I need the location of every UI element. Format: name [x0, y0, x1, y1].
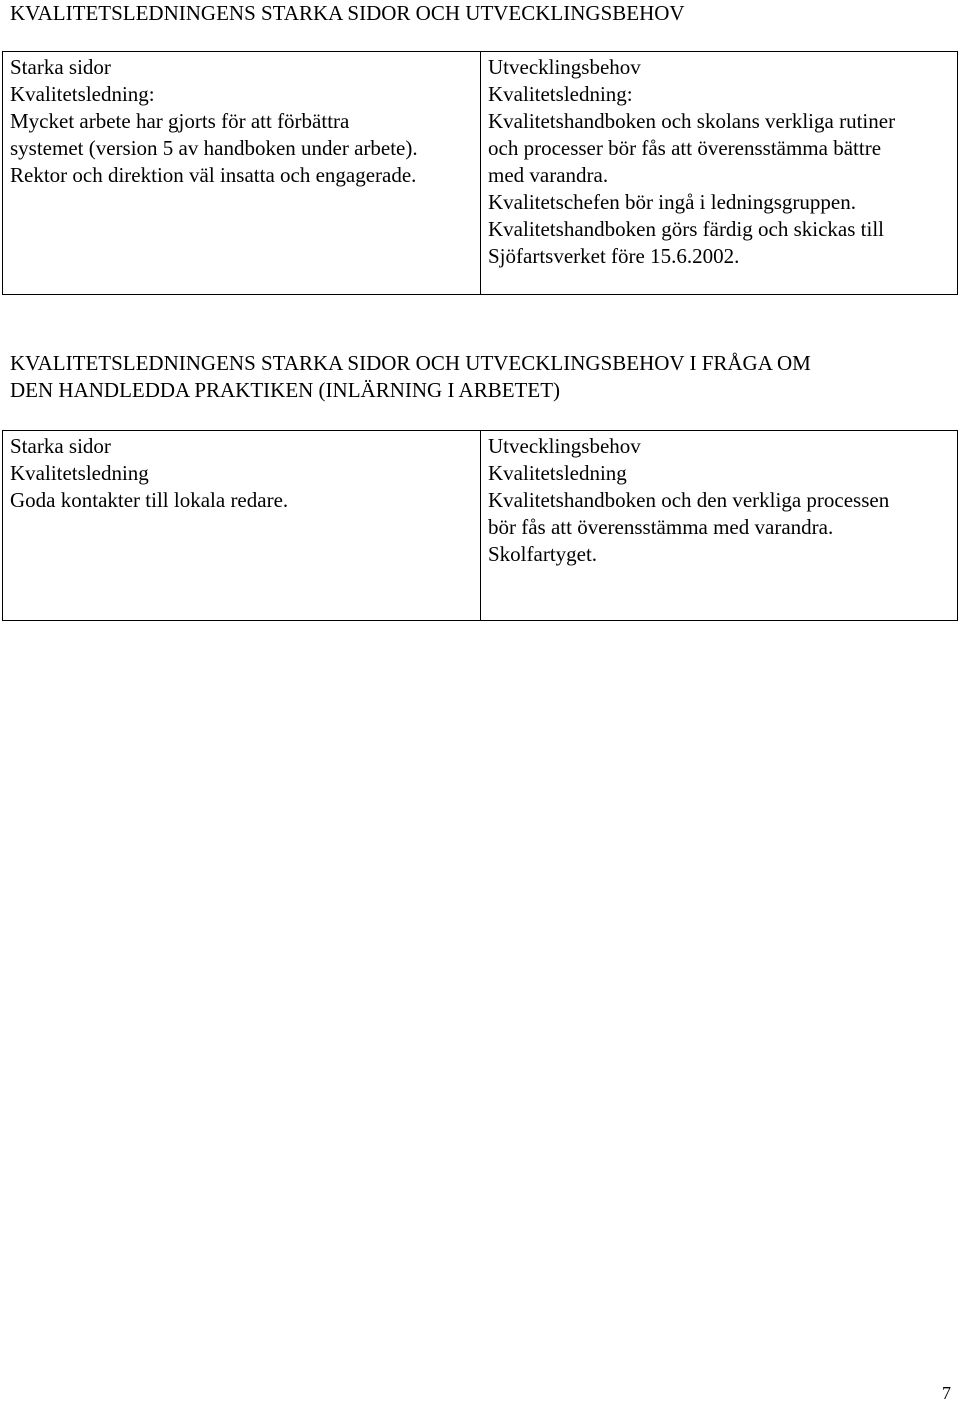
needs-subtitle: Kvalitetsledning	[488, 461, 627, 485]
strengths-text-line: Rektor och direktion väl insatta och engagerade.	[10, 163, 417, 187]
section-1-table	[2, 51, 958, 295]
needs-text-line: Sjöfartsverket före 15.6.2002.	[488, 244, 740, 268]
needs-text-line: med varandra.	[488, 163, 609, 187]
section-2-table	[2, 430, 958, 621]
needs-text-line: Kvalitetshandboken görs färdig och skickas till	[488, 217, 884, 241]
page-number: 7	[942, 1383, 951, 1403]
needs-text-line: och processer bör fås att överensstämma bättre	[488, 136, 882, 160]
needs-text-line: bör fås att överensstämma med varandra.	[488, 515, 834, 539]
section-2-heading-line: DEN HANDLEDDA PRAKTIKEN (INLÄRNING I ARBETET)	[10, 378, 561, 402]
section-2-heading-line: KVALITETSLEDNINGENS STARKA SIDOR OCH UTVECKLINGSBEHOV I FRÅGA OM	[10, 351, 811, 375]
strengths-text-line: Mycket arbete har gjorts för att förbättra	[10, 109, 350, 133]
strengths-subtitle: Kvalitetsledning:	[10, 82, 155, 106]
strengths-subtitle: Kvalitetsledning	[10, 461, 149, 485]
section-2-strengths-cell	[3, 431, 481, 620]
strengths-title: Starka sidor	[10, 55, 111, 79]
strengths-text-line: Goda kontakter till lokala redare.	[10, 488, 289, 512]
needs-text-line: Kvalitetshandboken och den verkliga processen	[488, 488, 890, 512]
section-1-strengths-cell	[3, 52, 481, 294]
section-1-heading: KVALITETSLEDNINGENS STARKA SIDOR OCH UTVECKLINGSBEHOV	[10, 1, 685, 25]
needs-title: Utvecklingsbehov	[488, 434, 641, 458]
needs-text-line: Kvalitetschefen bör ingå i ledningsgruppen.	[488, 190, 856, 214]
section-2-heading	[10, 350, 950, 404]
strengths-title: Starka sidor	[10, 434, 111, 458]
needs-title: Utvecklingsbehov	[488, 55, 641, 79]
needs-text-line: Skolfartyget.	[488, 542, 598, 566]
needs-text-line: Kvalitetshandboken och skolans verkliga rutiner	[488, 109, 896, 133]
section-2-needs-cell	[481, 431, 957, 620]
strengths-text-line: systemet (version 5 av handboken under arbete).	[10, 136, 418, 160]
needs-subtitle: Kvalitetsledning:	[488, 82, 633, 106]
section-1-needs-cell	[481, 52, 957, 294]
